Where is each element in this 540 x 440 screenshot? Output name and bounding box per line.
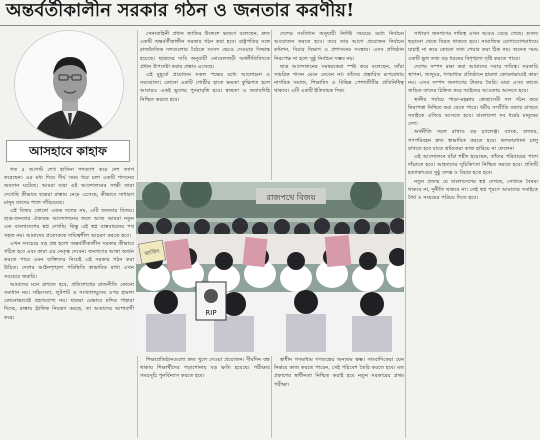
column-divider [405,30,406,438]
paragraph: আমাদের মনে রাখতে হবে, প্রতিশোধের রাজনীতি কোনো সমাধান নয়। সহিংসতা, লুটপাট ও সংখ্যালঘুদের ওপর হামলা কোনোভাবেই গ্রহণযোগ্য নয়। ছাত্ররা যেভাবে মন্দির পাহারা দিচ্ছে, রাস্তায় ট্রাফিক নিয়ন্ত্রণ করছে, তা আমাদের আশাবাদী করে। [4,281,134,321]
article-column-4 [408,30,538,438]
author-byline: আসহাবে কাহাফ [6,140,130,162]
headline: অন্তর্বর্তীকালীন সরকার গঠন ও জনতার করণীয়! [6,0,355,21]
paragraph: সেনাবাহিনী প্রধান জাতির উদ্দেশে ভাষণে বলেছেন, দ্রুত একটি অন্তর্বর্তীকালীন সরকার গঠন করা হবে। রাষ্ট্রপতির সঙ্গে রাজনৈতিক দলগুলোর বৈঠকে সংসদ ভেঙে দেওয়ার সিদ্ধান্ত হয়েছে। ছাত্রদের দাবি অনুযায়ী নোবেলজয়ী অর্থনীতিবিদকে প্রধান উপদেষ্টা করার প্রস্তাব এসেছে। [140,31,270,70]
paragraph: শিক্ষাপ্রতিষ্ঠানগুলো দ্রুত খুলে দেওয়া প্রয়োজন। দীর্ঘদিন বন্ধ থাকায় শিক্ষার্থীদের পড়াশোনায় বড় ক্ষতি হয়েছে। পরীক্ষার সময়সূচি পুনর্বিন্যাস করতে হবে। [140,357,270,380]
paragraph: এই আন্দোলনে যাঁরা শহীদ হয়েছেন, তাঁদের পরিবারের পাশে দাঁড়াতে হবে। আহতদের সুচিকিৎসা নিশ্চিত করতে হবে। প্রতিটি হত্যাকাণ্ডের সুষ্ঠু তদন্ত ও বিচার হতে হবে। [408,154,538,177]
column-divider [137,30,138,180]
column-divider [271,356,272,438]
placard-text-1: RIP [205,309,217,317]
paragraph: স্বাধীন গণমাধ্যম গণতন্ত্রের অন্যতম স্তম্ভ। সাংবাদিকেরা যেন নির্ভয়ে কাজ করতে পারেন, সেই পরিবেশ তৈরি করতে হবে। মত প্রকাশের স্বাধীনতা নিশ্চিত করাই হবে নতুন সরকারের প্রথম পরীক্ষা। [274,357,404,388]
placard-text-2: জাস্টিস [144,248,161,258]
paragraph: এই বিজয় কোনো একক দলের নয়, এটি জনতার বিজয়। ছাত্র-জনতার ঐক্যবদ্ধ আন্দোলনের ফলে আজ আমরা নতুন এক বাংলাদেশের স্বপ্ন দেখছি। কিন্তু এই স্বপ্ন বাস্তবায়নের পথ সহজ নয়। আমাদের প্রত্যেককে দায়িত্বশীল আচরণ করতে হবে। [4,208,134,239]
headline-rule [0,25,540,26]
paragraph: সাধারণ জনগণের দায়িত্ব এখন আরও বেড়ে গেছে। গুজব ছড়ানো থেকে বিরত থাকতে হবে। সামাজিক যোগাযোগমাধ্যমে যাচাই না করে কোনো তথ্য শেয়ার করা ঠিক নয়। অনেক সময় একটি ভুল তথ্য বড় ধরনের বিশৃঙ্খলা সৃষ্টি করতে পারে। [408,31,538,62]
article-column-2 [140,30,270,180]
article-column-1 [4,166,134,438]
paragraph: অর্থনীতি সচল রাখাও বড় চ্যালেঞ্জ। ব্যাংক, বাজার, গণপরিবহন দ্রুত স্বাভাবিক করতে হবে। কলকারখানা চালু রাখতে হবে যাতে শ্রমিকেরা কাজ হারিয়ে না ফেলেন। [408,129,538,152]
paragraph: এই মুহূর্তে প্রয়োজন সকল পক্ষের মধ্যে আলোচনা ও সমঝোতা। কোনো একটি গোষ্ঠীর হাতে ক্ষমতা কুক্ষিগত হলে আবারও একই ভুলের পুনরাবৃত্তি হবে। স্বচ্ছতা ও জবাবদিহি নিশ্চিত করতে হবে। [140,72,270,103]
column-divider [271,30,272,180]
paragraph: গত ৫ আগস্ট শেখ হাসিনা পদত্যাগ করে দেশ ত্যাগ করেছেন। এর মধ্য দিয়ে দীর্ঘ সময় ধরে চলা একটি শাসনের অবসান ঘটেছে। আমরা যারা এই আন্দোলনের সাক্ষী তারা দেখেছি কীভাবে ছাত্ররা রাস্তায় নেমে এসেছে, কীভাবে সাধারণ মানুষ তাদের পাশে দাঁড়িয়েছে। [4,167,134,206]
banner-text: রাজপথে বিজয় [266,193,316,202]
author-portrait [14,30,124,140]
article-column-6 [274,356,404,438]
paragraph: এখন সবচেয়ে বড় প্রশ্ন হলো অন্তর্বর্তীকালীন সরকার কীভাবে গঠিত হবে এবং কারা এর নেতৃত্ব দেবেন। জনগণের আস্থা অর্জন করতে পারে এমন ব্যক্তিদের নিয়েই এই সরকার গঠন করা উচিত। দেশের আইনশৃঙ্খলা পরিস্থিতি স্বাভাবিক রাখা এখন সবচেয়ে জরুরি। [4,240,134,280]
protest-photo [136,182,404,352]
paragraph: ছাত্র আন্দোলনের সমন্বয়কেরা স্পষ্ট করে বলেছেন, তাঁরা সামরিক শাসন মেনে নেবেন না। তাঁদের প্রস্তাবিত রূপরেখায় নাগরিক সমাজ, শিক্ষাবিদ ও বিভিন্ন পেশাজীবীর প্রতিনিধিত্ব থাকবে। এটি একটি ইতিবাচক দিক। [274,63,404,95]
paragraph: নতুন প্রজন্ম যে বাংলাদেশের স্বপ্ন দেখছে, সেখানে বৈষম্য থাকবে না, দুর্নীতি থাকবে না। সেই স্বপ্ন পূরণে আমাদের সবাইকে ধৈর্য ও সংযমের পরিচয় দিতে হবে। [408,178,538,202]
paragraph: দেশের সম্পদ রক্ষা করা আমাদের সবার দায়িত্ব। সরকারি স্থাপনা, জাদুঘর, গণমাধ্যম প্রতিষ্ঠানে হামলা কোনোভাবেই কাম্য নয়। এসব সম্পদ জনগণের টাকায় তৈরি। যারা এসব কাজে জড়িত তাদের চিহ্নিত করে আইনের আওতায় আনতে হবে। [408,63,538,95]
article-column-3 [274,30,404,180]
paragraph: স্থানীয় পর্যায়ে পাড়া-মহল্লায় স্বেচ্ছাসেবী দল গঠন করে নিরাপত্তা নিশ্চিত করা যেতে পারে। ধর্মীয় সম্প্রীতি বজায় রাখতে সবাইকে এগিয়ে আসতে হবে। বাংলাদেশ সব ধর্মের মানুষের দেশ। [408,96,538,128]
article-column-5 [140,356,270,438]
column-divider [137,356,138,438]
paragraph: দেশের সংবিধান অনুযায়ী নির্দিষ্ট সময়ের মধ্যে নির্বাচন আয়োজন করতে হবে। তবে তার আগে প্রয়োজন নির্বাচন কমিশন, বিচার বিভাগ ও প্রশাসনের সংস্কার। এসব প্রতিষ্ঠান নিরপেক্ষ না হলে সুষ্ঠু নির্বাচন সম্ভব নয়। [274,31,404,62]
